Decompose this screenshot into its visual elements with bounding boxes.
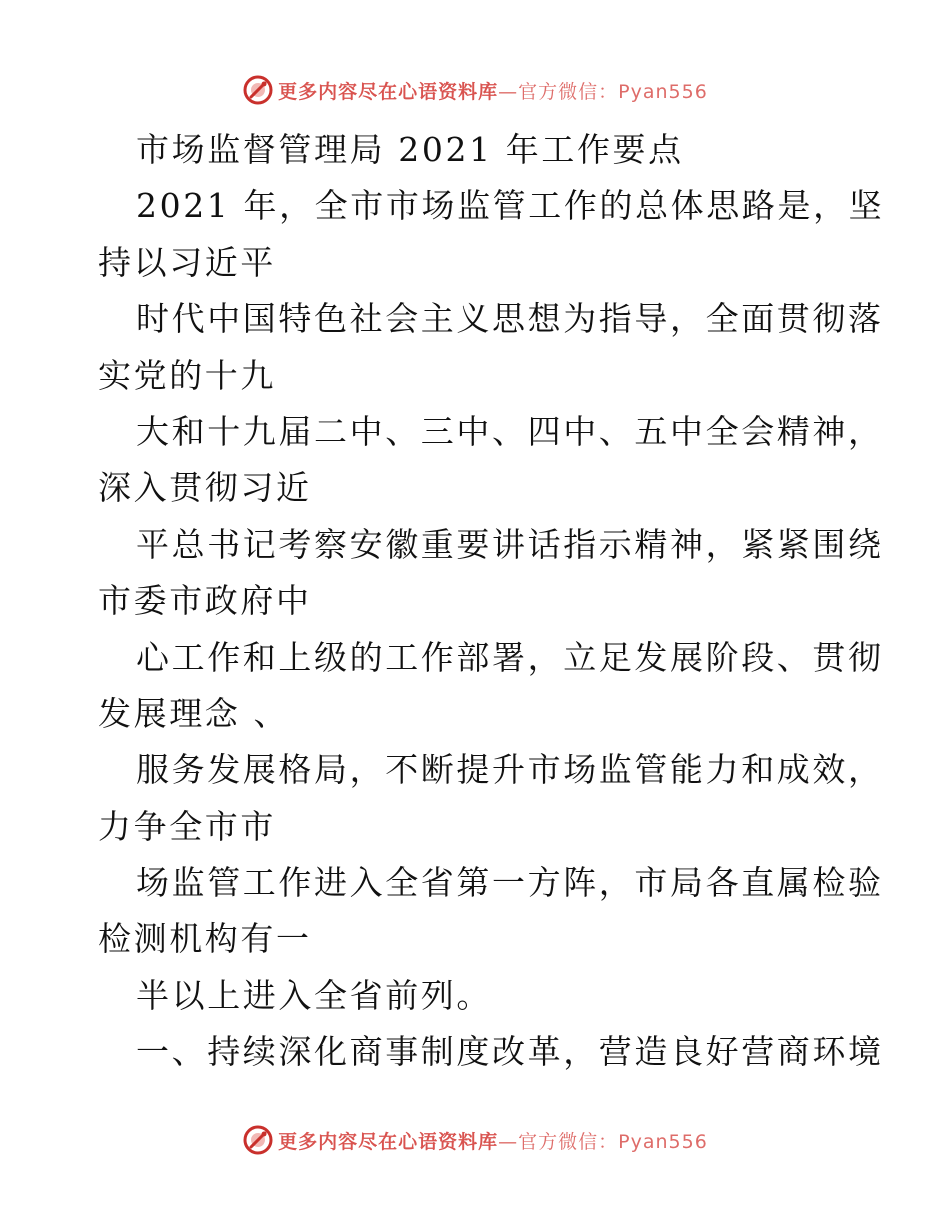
watermark-banner-top: [0, 70, 950, 110]
document-body: [98, 122, 885, 1081]
document-line: 大和十九届二中、三中、四中、五中全会精神，: [136, 411, 884, 451]
document-line: 深入贯彻习近: [98, 468, 312, 508]
document-line: 力争全市市: [98, 806, 276, 846]
document-line: 发展理念 、: [98, 693, 290, 733]
banner-title: 更多内容尽在心语资料库: [278, 80, 499, 103]
banner-wechat: —官方微信：Pyan556: [498, 1130, 708, 1153]
document-line: 一、持续深化商事制度改革，营造良好营商环境: [136, 1032, 884, 1072]
document-line: 市场监督管理局 2021 年工作要点: [136, 130, 684, 169]
document-line: 场监管工作进入全省第一方阵，市局各直属检验: [136, 863, 884, 903]
seal-logo-icon: [242, 74, 274, 106]
document-line: 实党的十九: [98, 355, 276, 395]
document-line: 平总书记考察安徽重要讲话指示精神，紧紧围绕: [136, 524, 884, 564]
seal-logo-icon: [242, 1124, 274, 1156]
document-line: 心工作和上级的工作部署，立足发展阶段、贯彻: [136, 637, 884, 677]
document-line: 2021 年，全市市场监管工作的总体思路是，坚: [136, 186, 885, 226]
banner-title: 更多内容尽在心语资料库: [278, 1130, 499, 1153]
document-line: 持以习近平: [98, 242, 276, 282]
document-line: 半以上进入全省前列。: [136, 975, 492, 1015]
watermark-banner-bottom: [0, 1120, 950, 1160]
document-line: 时代中国特色社会主义思想为指导，全面贯彻落: [136, 299, 884, 339]
document-line: 服务发展格局，不断提升市场监管能力和成效，: [136, 750, 884, 790]
banner-wechat: —官方微信：Pyan556: [498, 80, 708, 103]
document-line: 市委市政府中: [98, 581, 312, 621]
document-line: 检测机构有一: [98, 919, 312, 959]
